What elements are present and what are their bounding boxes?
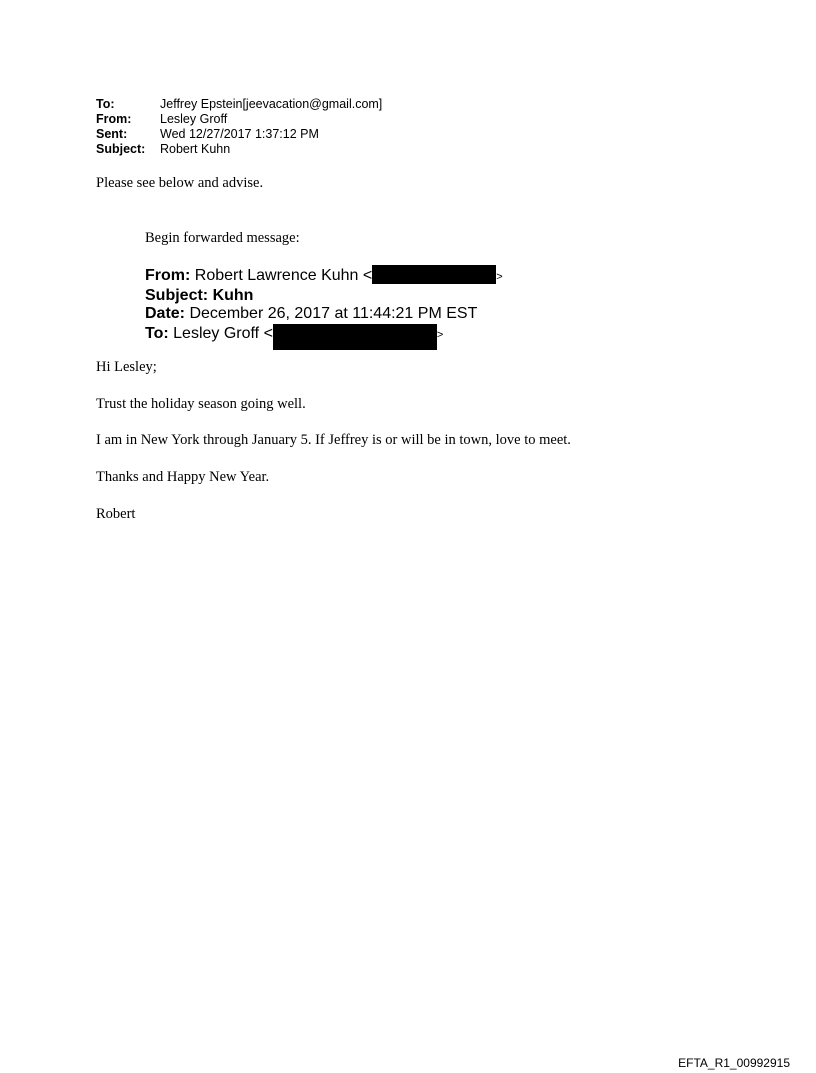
email-header [96,97,382,157]
fwd-date-row [145,305,503,324]
sent-label: Sent: [96,127,128,141]
fwd-date-label: Date: [145,305,186,322]
fwd-subject-row [145,287,503,306]
forward-begin-text: Begin forwarded message: [145,230,300,246]
to-row [96,97,382,112]
subject-value: Robert Kuhn [160,142,231,156]
fwd-from-label: From: [145,267,191,284]
fwd-to-label: To: [145,324,169,342]
body-line-1: Trust the holiday season going well. [96,396,306,412]
forwarded-header [145,265,503,350]
from-row [96,112,382,127]
greeting-text: Hi Lesley; [96,359,157,375]
signature-text: Robert [96,506,136,522]
fwd-subject-label: Subject: [145,286,209,304]
fwd-to-value: Lesley Groff [173,324,260,342]
sent-value: Wed 12/27/2017 1:37:12 PM [160,127,319,141]
right-angle-icon: > [436,328,444,341]
to-label: To: [96,97,115,111]
fwd-from-value: Robert Lawrence Kuhn [194,267,359,284]
left-angle-icon: < [362,267,373,284]
right-angle-icon: > [496,271,503,283]
fwd-from-row [145,265,503,287]
redaction-box [273,324,437,350]
body-line-2: I am in New York through January 5. If Jeffrey is or will be in town, love to meet. [96,432,571,448]
subject-label: Subject: [96,142,146,156]
subject-row [96,142,382,157]
to-value: Jeffrey Epstein[jeevacation@gmail.com] [160,97,383,111]
fwd-date-value: December 26, 2017 at 11:44:21 PM EST [189,305,478,322]
body-line-3: Thanks and Happy New Year. [96,469,270,485]
from-label: From: [96,112,132,126]
sent-row [96,127,382,142]
redaction-box [372,265,496,284]
left-angle-icon: < [263,324,273,342]
intro-text: Please see below and advise. [96,175,264,191]
from-value: Lesley Groff [160,112,228,126]
fwd-to-row [145,324,503,350]
fwd-subject-value: Kuhn [212,286,254,304]
document-id: EFTA_R1_00992915 [678,1056,790,1070]
